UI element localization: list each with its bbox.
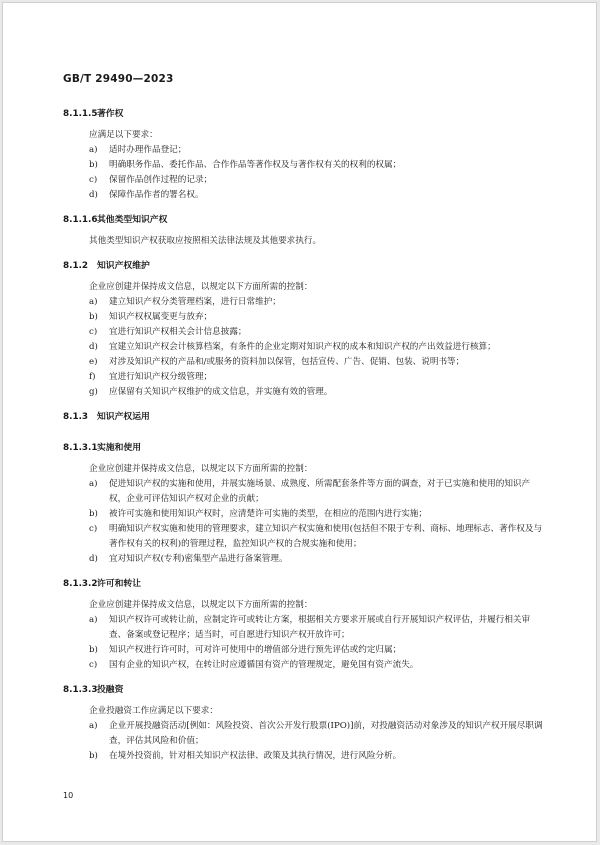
- list-marker: a): [89, 615, 98, 625]
- section-title: 著作权: [97, 109, 124, 119]
- section-heading: [63, 683, 543, 698]
- section-gap: [63, 400, 543, 410]
- list-item: [63, 325, 543, 340]
- document-body: [63, 107, 543, 764]
- section-number: 8.1.3: [63, 412, 89, 422]
- list-item-text: 宜建立知识产权会计核算档案，有条件的企业定期对知识产权的成本和知识产权的产出效益进行核算；: [109, 342, 496, 352]
- paragraph: 应满足以下要求：: [89, 130, 158, 140]
- list-item: [63, 188, 543, 203]
- section-gap: [63, 431, 543, 441]
- list-item: [63, 143, 543, 158]
- list-marker: d): [89, 342, 98, 352]
- list-marker: g): [89, 387, 98, 397]
- page-number: 10: [63, 791, 74, 800]
- list-item: [63, 613, 543, 643]
- list-item-text: 保障作品作者的署名权。: [109, 190, 204, 200]
- list-item-text: 适时办理作品登记；: [109, 145, 187, 155]
- list-marker: a): [89, 479, 98, 489]
- list-marker: c): [89, 175, 98, 185]
- section-gap: [63, 249, 543, 259]
- list-item: [63, 385, 543, 400]
- list-item: [63, 552, 543, 567]
- list-item-text: 知识产权进行许可时，可对许可使用中的增值部分进行预先评估或约定归属；: [109, 645, 402, 655]
- list-item-text: 宜对知识产权(专利)密集型产品进行备案管理。: [109, 554, 288, 564]
- document-page: [2, 2, 597, 842]
- list-marker: d): [89, 554, 98, 564]
- list-marker: b): [89, 509, 98, 519]
- section-number: 8.1.1.5: [63, 109, 98, 119]
- list-item: [63, 355, 543, 370]
- section-number: 8.1.2: [63, 261, 89, 271]
- list-item: [63, 658, 543, 673]
- section-title: 知识产权维护: [97, 261, 150, 271]
- list-item: [63, 643, 543, 658]
- list-item: [63, 310, 543, 325]
- list-marker: c): [89, 327, 98, 337]
- list-item-text: 企业开展投融资活动[例如：风险投资、首次公开发行股票(IPO)]前，对投融资活动对象涉及的知识产权开展尽职调查，评估其风险和价值；: [109, 721, 543, 746]
- list-item-text: 保留作品创作过程的记录；: [109, 175, 213, 185]
- list-item-text: 对涉及知识产权的产品和/或服务的资料加以保管，包括宣传、广告、促销、包装、说明书等；: [109, 357, 465, 367]
- list-item-text: 明确职务作品、委托作品、合作作品等著作权及与著作权有关的权利的权属；: [109, 160, 402, 170]
- list-marker: c): [89, 660, 98, 670]
- section-title: 投融资: [97, 685, 124, 695]
- list-item: [63, 158, 543, 173]
- list-item-text: 建立知识产权分类管理档案，进行日常维护；: [109, 297, 281, 307]
- paragraph: 企业投融资工作应满足以下要求：: [89, 706, 218, 716]
- paragraph: 企业应创建并保持成文信息，以规定以下方面所需的控制：: [89, 600, 313, 610]
- section-number: 8.1.3.2: [63, 579, 98, 589]
- paragraph: 企业应创建并保持成文信息，以规定以下方面所需的控制：: [89, 282, 313, 292]
- list-item-text: 知识产权权属变更与放弃；: [109, 312, 213, 322]
- paragraph: 企业应创建并保持成文信息，以规定以下方面所需的控制：: [89, 464, 313, 474]
- section-heading: [63, 410, 543, 425]
- list-marker: a): [89, 721, 98, 731]
- list-item-text: 明确知识产权实施和使用的管理要求，建立知识产权实施和使用(包括但不限于专利、商标、地理标志、著作权及与著作权有关的权利)的管理过程，监控知识产权的合规实施和使用；: [109, 524, 543, 549]
- list-item: [63, 370, 543, 385]
- section-heading: [63, 107, 543, 122]
- list-marker: b): [89, 645, 98, 655]
- list-marker: b): [89, 160, 98, 170]
- list-item-text: 知识产权许可或转让前，应制定许可或转让方案，根据相关方要求开展或自行开展知识产权评估，并履行相关审查、备案或登记程序；适当时，可自愿进行知识产权开放许可；: [109, 615, 531, 640]
- standard-number: GB/T 29490—2023: [63, 73, 174, 85]
- list-item-text: 被许可实施和使用知识产权时，应清楚许可实施的类型，在相应的范围内进行实施；: [109, 509, 427, 519]
- list-marker: f): [89, 372, 96, 382]
- paragraph: 其他类型知识产权获取应按照相关法律法规及其他要求执行。: [89, 236, 322, 246]
- section-title: 知识产权运用: [97, 412, 150, 422]
- list-marker: e): [89, 357, 98, 367]
- list-item: [63, 507, 543, 522]
- section-title: 其他类型知识产权: [97, 215, 168, 225]
- section-gap: [63, 673, 543, 683]
- list-item-text: 促进知识产权的实施和使用，并展实施场景、成熟度、所需配套条件等方面的调查，对于已实施和使用的知识产权，企业可评估知识产权对企业的贡献；: [109, 479, 531, 504]
- list-marker: b): [89, 312, 98, 322]
- section-heading: [63, 441, 543, 456]
- section-heading: [63, 213, 543, 228]
- list-marker: d): [89, 190, 98, 200]
- section-title: 实施和使用: [97, 443, 141, 453]
- list-item: [63, 719, 543, 749]
- section-number: 8.1.3.1: [63, 443, 98, 453]
- list-marker: a): [89, 145, 98, 155]
- section-gap: [63, 203, 543, 213]
- list-item: [63, 340, 543, 355]
- list-item-text: 宜进行知识产权分级管理；: [109, 372, 213, 382]
- section-number: 8.1.3.3: [63, 685, 98, 695]
- list-item: [63, 522, 543, 552]
- list-item: [63, 749, 543, 764]
- list-item: [63, 295, 543, 310]
- section-number: 8.1.1.6: [63, 215, 98, 225]
- list-item-text: 宜进行知识产权相关会计信息披露；: [109, 327, 247, 337]
- list-marker: b): [89, 751, 98, 761]
- section-heading: [63, 577, 543, 592]
- list-item-text: 在境外投资前，针对相关知识产权法律、政策及其执行情况，进行风险分析。: [109, 751, 402, 761]
- list-item-text: 国有企业的知识产权，在转让时应遵循国有资产的管理规定，避免国有资产流失。: [109, 660, 419, 670]
- list-marker: a): [89, 297, 98, 307]
- section-gap: [63, 567, 543, 577]
- list-item-text: 应保留有关知识产权维护的成文信息，并实施有效的管理。: [109, 387, 333, 397]
- section-heading: [63, 259, 543, 274]
- list-item: [63, 173, 543, 188]
- list-item: [63, 477, 543, 507]
- list-marker: c): [89, 524, 98, 534]
- section-title: 许可和转让: [97, 579, 141, 589]
